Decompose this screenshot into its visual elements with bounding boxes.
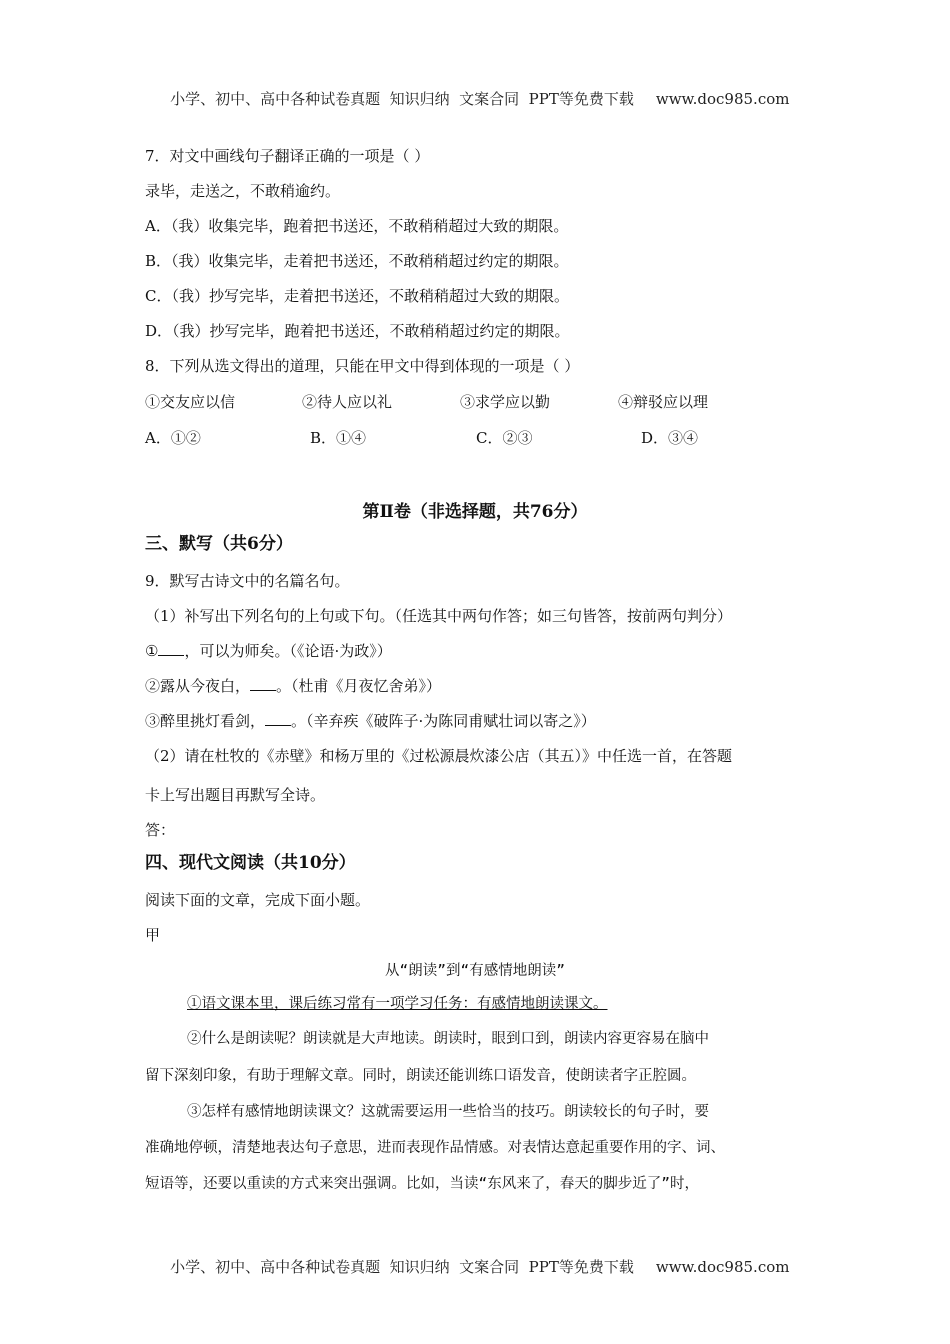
header-site: www.doc985.com — [655, 90, 790, 108]
article-paragraph-2-line2: 留下深刻印象，有助于理解文章。同时，朗读还能训练口语发音，使朗读者字正腔圆。 — [145, 1068, 696, 1084]
section4-heading: 四、现代文阅读（共10分） — [145, 853, 356, 873]
q9-line-a — [145, 641, 392, 661]
q9-line-b-post: 。（杜甫《月夜忆舍弟》） — [276, 677, 442, 695]
underlined-sentence: ①语文课本里，课后练习常有一项学习任务：有感情地朗读课文。 — [187, 996, 608, 1012]
q9-stem: 9．默写古诗文中的名篇名句。 — [145, 572, 350, 590]
q9-line-c-pre: ③醉里挑灯看剑， — [145, 712, 266, 730]
footer-tagline: 小学、初中、高中各种试卷真题 知识归纳 文案合同 PPT等免费下载 — [170, 1258, 634, 1276]
q8-option-a: A．①② — [145, 429, 201, 447]
header-tagline: 小学、初中、高中各种试卷真题 知识归纳 文案合同 PPT等免费下载 — [170, 90, 634, 108]
q9-line-a-pre: ① — [145, 642, 159, 660]
q7-option-d: D．（我）抄写完毕，跑着把书送还，不敢稍稍超过约定的期限。 — [145, 322, 570, 340]
q9-line-c-post: 。（辛弃疾《破阵子·为陈同甫赋壮词以寄之》） — [291, 712, 596, 730]
q9-part1: （1）补写出下列名句的上句或下句。（任选其中两句作答；如三句皆答，按前两句判分） — [145, 607, 733, 625]
q9-part2-line2: 卡上写出题目再默写全诗。 — [145, 786, 326, 804]
q7-stem: 7．对文中画线句子翻译正确的一项是（ ） — [145, 147, 430, 165]
q8-item-1: ①交友应以信 — [145, 393, 236, 411]
q8-option-d: D．③④ — [641, 429, 699, 447]
reading-instruction: 阅读下面的文章，完成下面小题。 — [145, 891, 371, 909]
answer-blank-a[interactable] — [158, 641, 184, 656]
q8-option-c: C．②③ — [476, 429, 533, 447]
q7-sentence: 录毕，走送之，不敢稍逾约。 — [145, 182, 341, 200]
q7-option-b: B．（我）收集完毕，走着把书送还，不敢稍稍超过约定的期限。 — [145, 252, 569, 270]
q8-stem: 8．下列从选文得出的道理，只能在甲文中得到体现的一项是（ ） — [145, 357, 580, 375]
footer-site: www.doc985.com — [655, 1258, 790, 1276]
part2-title: 第Ⅱ卷（非选择题，共76分） — [362, 502, 588, 522]
answer-blank-b[interactable] — [250, 676, 276, 691]
article-paragraph-2-line1: ②什么是朗读呢？朗读就是大声地读。朗读时，眼到口到，朗读内容更容易在脑中 — [187, 1031, 709, 1047]
article-title: 从“朗读”到“有感情地朗读” — [385, 963, 565, 979]
q7-option-a: A．（我）收集完毕，跑着把书送还，不敢稍稍超过大致的期限。 — [145, 217, 569, 235]
q9-line-c — [145, 711, 596, 731]
q8-item-2: ②待人应以礼 — [302, 393, 393, 411]
article-paragraph-3-line3: 短语等，还要以重读的方式来突出强调。比如，当读“东风来了，春天的脚步近了”时， — [145, 1176, 699, 1192]
passage-label-jia: 甲 — [145, 926, 161, 944]
q7-option-c: C．（我）抄写完毕，走着把书送还，不敢稍稍超过大致的期限。 — [145, 287, 569, 305]
answer-label: 答： — [145, 821, 176, 839]
q8-option-b: B．①④ — [310, 429, 367, 447]
article-paragraph-1 — [187, 994, 608, 1014]
q9-line-b — [145, 676, 441, 696]
section3-heading: 三、默写（共6分） — [145, 534, 293, 554]
q8-item-3: ③求学应以勤 — [460, 393, 551, 411]
page-header — [0, 70, 950, 109]
q9-part2-line1: （2）请在杜牧的《赤壁》和杨万里的《过松源晨炊漆公店（其五）》中任选一首，在答题 — [145, 747, 733, 765]
page-footer — [0, 1238, 950, 1277]
article-paragraph-3-line2: 准确地停顿，清楚地表达句子意思，进而表现作品情感。对表情达意起重要作用的字、词、 — [145, 1140, 725, 1156]
q9-line-a-post: ，可以为师矣。（《论语·为政》） — [184, 642, 392, 660]
q8-item-4: ④辩驳应以理 — [618, 393, 709, 411]
article-paragraph-3-line1: ③怎样有感情地朗读课文？这就需要运用一些恰当的技巧。朗读较长的句子时，要 — [187, 1104, 709, 1120]
answer-blank-c[interactable] — [265, 711, 291, 726]
q9-line-b-pre: ②露从今夜白， — [145, 677, 251, 695]
